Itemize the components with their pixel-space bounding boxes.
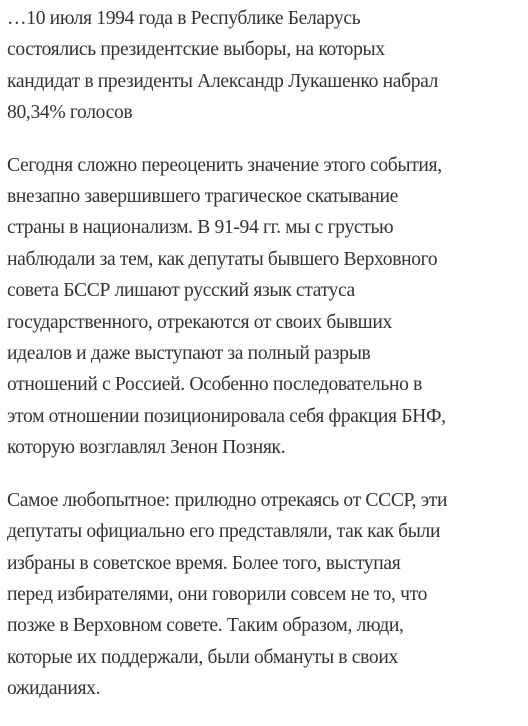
text-line: состоялись президентские выборы, на которых bbox=[7, 39, 385, 61]
text-line: совета БССР лишают русский язык статуса bbox=[7, 280, 355, 302]
text-line: внезапно завершившего трагическое скатывание bbox=[7, 186, 398, 208]
paragraph-curious-fact bbox=[7, 485, 523, 705]
text-line: позже в Верховном совете. Таким образом, люди, bbox=[7, 615, 404, 637]
article-body bbox=[7, 3, 523, 726]
text-line: идеалов и даже выступают за полный разрыв bbox=[7, 343, 371, 365]
text-line: отношений с Россией. Особенно последовательно в bbox=[7, 374, 422, 396]
text-line: депутаты официально его представляли, так как были bbox=[7, 521, 441, 543]
paragraph-significance bbox=[7, 150, 523, 464]
text-line: ожиданиях. bbox=[7, 678, 101, 700]
text-line: кандидат в президенты Александр Лукашенко набрал bbox=[7, 70, 439, 92]
text-line: наблюдали за тем, как депутаты бывшего Верховного bbox=[7, 248, 438, 270]
text-line: …10 июля 1994 года в Республике Беларусь bbox=[7, 8, 361, 29]
text-line: этом отношении позиционировала себя фракция БНФ, bbox=[7, 405, 446, 427]
text-line: которую возглавлял Зенон Позняк. bbox=[7, 437, 286, 459]
text-line: государственного, отрекаются от своих бывших bbox=[7, 311, 392, 333]
text-line: которые их поддержали, были обмануты в своих bbox=[7, 646, 398, 668]
text-line: Сегодня сложно переоценить значение этого события, bbox=[7, 154, 442, 176]
paragraph-election-result bbox=[7, 3, 523, 129]
text-line: перед избирателями, они говорили совсем не то, что bbox=[7, 583, 428, 605]
text-line: страны в национализм. В 91-94 гг. мы с грустью bbox=[7, 217, 394, 239]
text-line: Самое любопытное: прилюдно отрекаясь от СССР, эти bbox=[7, 489, 448, 511]
text-line: избраны в советское время. Более того, выступая bbox=[7, 552, 401, 574]
text-line: 80,34% голосов bbox=[7, 102, 133, 124]
